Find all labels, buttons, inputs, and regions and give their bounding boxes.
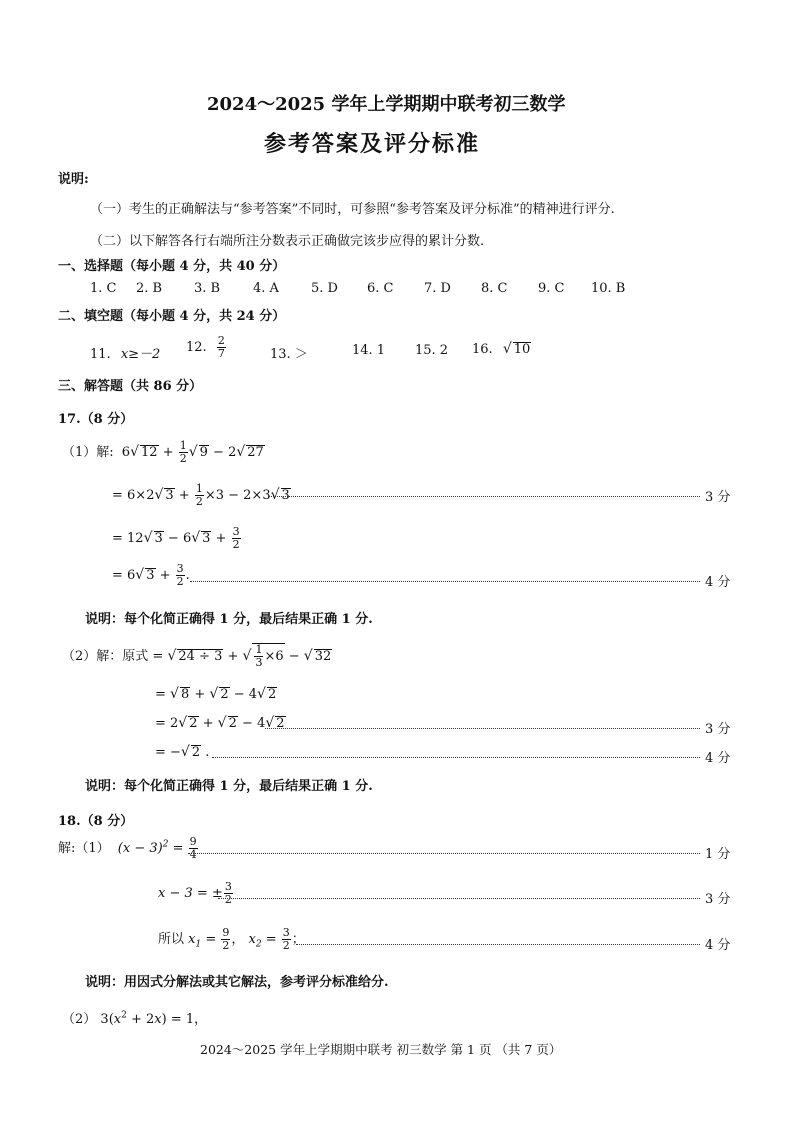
score-leader — [188, 853, 700, 854]
q17-part1-line1: = 6×2√ 3 + $\frac{1}{2}$ ×3 − 2×3√ 3 — [112, 482, 290, 508]
q18-line1 — [58, 836, 199, 861]
question-number: 16. — [472, 342, 493, 357]
q17-part1-line0 — [62, 440, 265, 465]
q17-part2-line1: = √ 8 + √ 2 − 4√ 2 — [155, 686, 277, 702]
q17-part1-line2: = 12√ 3 − 6√ 3 + $\frac{3}{2}$ — [112, 525, 240, 551]
section-choice-heading: 一、选择题（每小题 4 分，共 40 分） — [58, 259, 286, 274]
score-label: 3 分 — [705, 490, 731, 505]
q18-line3: 所以 $x_1$ = $\frac{9}{2}$ ， $x_2$ = $\frac{3}{2}$ ； — [158, 926, 305, 952]
math-expr: = √ 24 ÷ 3 + √ $\frac{1}{3}$ ×6 − √ 32 — [152, 643, 332, 669]
choice-answer: 9. C — [538, 281, 565, 296]
notes-label: 说明: — [58, 172, 89, 187]
choice-answer: 8. C — [481, 281, 508, 296]
fill-answer-15: 15. 2 — [415, 343, 449, 358]
answer-value: x≥－2 — [120, 347, 161, 362]
question-number: 12. — [186, 340, 207, 355]
score-leader — [296, 944, 700, 945]
choice-answer: 10. B — [591, 281, 626, 296]
score-leader — [218, 898, 700, 899]
score-leader — [268, 496, 700, 497]
q17-heading: 17.（8 分） — [58, 412, 134, 427]
q17-note-1: 说明：每个化简正确得 1 分，最后结果正确 1 分. — [85, 612, 373, 627]
fill-answer-11 — [90, 343, 160, 362]
radicand: 10 — [513, 342, 531, 357]
score-leader — [190, 581, 700, 582]
choice-answer: 3. B — [194, 281, 221, 296]
q17-note-2: 说明：每个化简正确得 1 分，最后结果正确 1 分. — [85, 779, 373, 794]
page-subtitle: 参考答案及评分标准 — [264, 131, 481, 157]
q17-part2-line2: = 2√ 2 + √ 2 − 4√ 2 — [155, 715, 285, 731]
fill-answer-13: 13. ＞ — [270, 347, 308, 362]
notes-line-2: （二）以下解答各行右端所注分数表示正确做完该步应得的累计分数. — [90, 234, 485, 249]
part-label: （2） — [62, 1012, 97, 1027]
fill-answer-12 — [186, 335, 227, 360]
score-label: 3 分 — [705, 722, 731, 737]
math-expr: 6√ 12 + $\frac{1}{2}$ √ 9 − 2√ 27 — [121, 439, 264, 465]
score-leader — [265, 728, 700, 729]
radical-sign: √ — [502, 341, 512, 357]
choice-answer: 2. B — [136, 281, 163, 296]
choice-answer: 4. A — [253, 281, 279, 296]
question-number: 11. — [90, 347, 111, 362]
choice-answer: 6. C — [367, 281, 394, 296]
q18-heading: 18.（8 分） — [58, 814, 134, 829]
fill-answer-14: 14. 1 — [352, 343, 386, 358]
q18-note: 说明：用因式分解法或其它解法，参考评分标准给分. — [85, 975, 389, 990]
fill-answer-16 — [472, 341, 531, 357]
score-label: 3 分 — [705, 892, 731, 907]
math-expr: $3(x^2 + 2x) = 1$， — [100, 1010, 208, 1027]
choice-answer: 5. D — [311, 281, 338, 296]
score-leader — [212, 757, 700, 758]
choice-answer: 7. D — [424, 281, 451, 296]
score-label: 4 分 — [705, 575, 731, 590]
q17-part2-line3: = −√ 2 . — [155, 744, 210, 760]
denominator: 7 — [217, 347, 225, 360]
score-label: 4 分 — [705, 938, 731, 953]
part-label: （2）解：原式 — [62, 649, 149, 664]
math-expr: $(x - 3)^2$ = $\frac{9}{4}$ — [117, 835, 197, 861]
page-title: 2024～2025 学年上学期期中联考初三数学 — [207, 94, 566, 115]
q18-part2 — [62, 1008, 207, 1027]
score-label: 4 分 — [705, 751, 731, 766]
page-footer: 2024～2025 学年上学期期中联考 初三数学 第 1 页 （共 7 页） — [200, 1042, 562, 1057]
q17-part2-line0 — [62, 643, 332, 669]
q18-line2: x − 3 = ± $\frac{3}{2}$ — [158, 880, 232, 906]
part-label: 解:（1） — [58, 841, 110, 856]
score-label: 1 分 — [705, 847, 731, 862]
section-fill-heading: 二、填空题（每小题 4 分，共 24 分） — [58, 309, 286, 324]
section-solve-heading: 三、解答题（共 86 分） — [58, 379, 203, 394]
part-label: （1）解: — [62, 445, 114, 460]
q17-part1-line3: = 6√ 3 + $\frac{3}{2}$ . — [112, 562, 190, 588]
numerator: 2 — [217, 334, 225, 347]
fraction — [217, 335, 226, 360]
choice-answer: 1. C — [90, 281, 117, 296]
so-label: 所以 — [158, 932, 185, 947]
notes-line-1: （一）考生的正确解法与“参考答案”不同时，可参照“参考答案及评分标准”的精神进行评分. — [90, 202, 615, 217]
